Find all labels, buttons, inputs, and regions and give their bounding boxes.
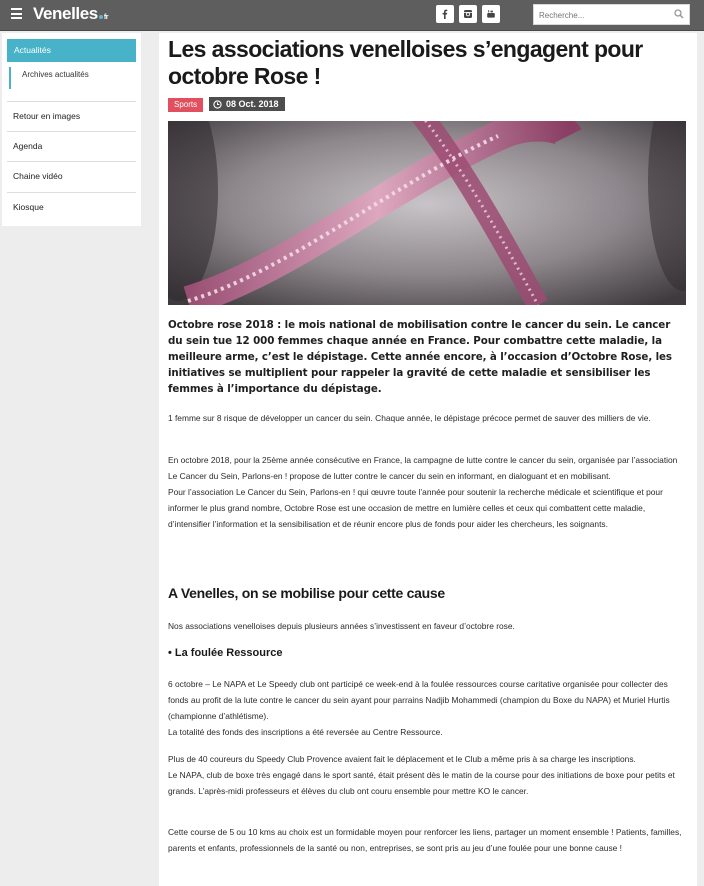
category-badge[interactable]: Sports bbox=[168, 98, 203, 112]
sidebar-item-kiosque[interactable]: Kiosque bbox=[7, 192, 136, 222]
search-box bbox=[533, 4, 690, 25]
date-badge bbox=[209, 97, 285, 111]
clock-icon bbox=[213, 100, 222, 109]
search-icon[interactable] bbox=[674, 9, 684, 19]
paragraph: 6 octobre – Le NAPA et Le Speedy club ont participé ce week-end à la foulée ressources course caritative organisée pour collecter des fonds au profit de la lute contre le cancer du sein ayant pour parrains Nadjib Mohammedi (champion du Boxe du NAPA) et Muriel Hurtis (championne d’athlétisme). La totalité des fonds des inscriptions a été reversée au Centre Ressource. bbox=[168, 679, 670, 737]
sidebar bbox=[2, 33, 141, 226]
subsection-heading: • La foulée Ressource bbox=[168, 647, 283, 659]
menu-icon[interactable] bbox=[11, 8, 22, 19]
paragraph: Cette course de 5 ou 10 kms au choix est un formidable moyen pour renforcer les liens, partager un moment ensemble ! Patients, familles, parents et enfants, professionnels de la santé ou non, entreprises, se sont pris au jeu d’une foulée pour une bonne cause ! bbox=[168, 827, 682, 853]
instagram-icon[interactable] bbox=[459, 5, 477, 23]
paragraph: Plus de 40 coureurs du Speedy Club Provence avaient fait le déplacement et le Club a même pris à sa charge les inscriptions. Le NAPA, club de boxe très engagé dans le sport santé, était présent dès le matin de la course pour des initiations de boxe pour petits et grands. L’après-midi professeurs et élèves du club ont couru ensemble pour mettre KO le cancer. bbox=[168, 754, 675, 796]
top-bar bbox=[0, 0, 704, 31]
sidebar-item-archives-actualites[interactable]: Archives actualités bbox=[9, 67, 89, 89]
article bbox=[159, 33, 697, 886]
date-text: 08 Oct. 2018 bbox=[226, 99, 279, 109]
sidebar-item-retour-en-images[interactable]: Retour en images bbox=[7, 101, 136, 131]
sidebar-item-actualites[interactable]: Actualités bbox=[7, 39, 136, 62]
search-input[interactable] bbox=[534, 6, 669, 25]
youtube-icon[interactable] bbox=[482, 5, 500, 23]
page-title: Les associations venelloises s’engagent pour octobre Rose ! bbox=[168, 36, 643, 89]
section-heading: A Venelles, on se mobilise pour cette cause bbox=[168, 585, 445, 601]
paragraph: Nos associations venelloises depuis plusieurs années s’investissent en faveur d’octobre rose. bbox=[168, 621, 515, 631]
facebook-icon[interactable] bbox=[436, 5, 454, 23]
paragraph: 1 femme sur 8 risque de développer un cancer du sein. Chaque année, le dépistage précoce permet de sauver des milliers de vie. bbox=[168, 413, 651, 423]
site-logo[interactable]: Venelles fr bbox=[33, 4, 109, 23]
paragraph: En octobre 2018, pour la 25ème année consécutive en France, la campagne de lutte contre le cancer du sein, organisée par l’association Le Cancer du Sein, Parlons-en ! propose de lutter contre le cancer du sein en informant, en dialoguant et en mobilisant. Pour l’association Le Cancer du Sein, Parlons-en ! qui œuvre toute l’année pour soutenir la recherche médicale et scientifique et pour informer le plus grand nombre, Octobre Rose est une occasion de mettre en lumière celles et ceux qui combattent cette maladie, d’intensifier l’information et la sensibilisation et de réunir encore plus de fonds pour aider les chercheurs, les soignants. bbox=[168, 455, 678, 529]
sidebar-item-chaine-video[interactable]: Chaine vidéo bbox=[7, 161, 136, 191]
article-lead: Octobre rose 2018 : le mois national de mobilisation contre le cancer du sein. Le cancer du sein tue 12 000 femmes chaque année en France. Pour combattre cette maladie, la meilleure arme, c’est le dépistage. Cette année encore, à l’occasion d’Octobre Rose, les initiatives se multiplient pour rappeler la gravité de cette maladie et sensibiliser les femmes à l’importance du dépistage. bbox=[168, 319, 672, 395]
hero-image bbox=[168, 121, 686, 305]
sidebar-item-agenda[interactable]: Agenda bbox=[7, 131, 136, 161]
